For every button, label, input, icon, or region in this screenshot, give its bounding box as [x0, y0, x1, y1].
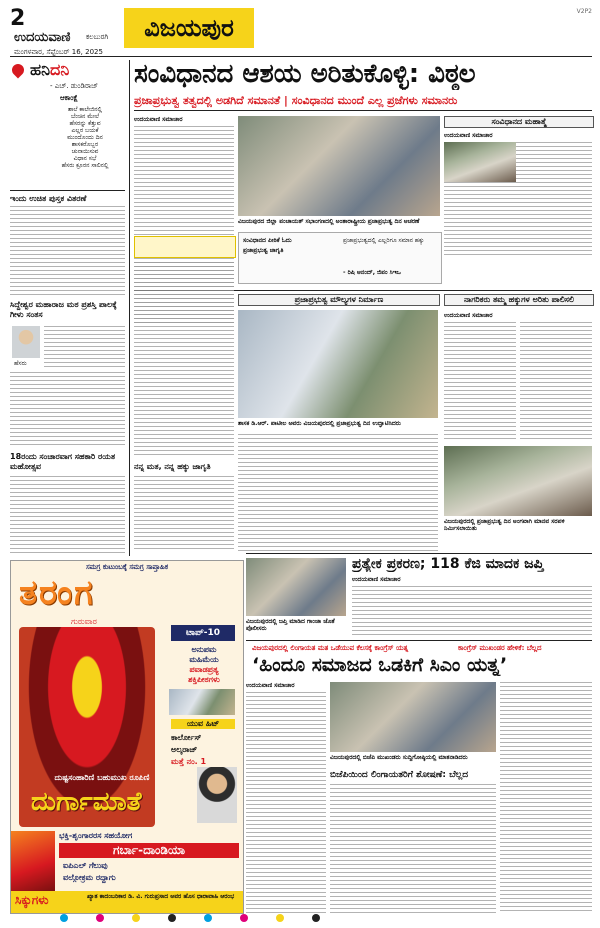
hanidani-title [30, 60, 69, 80]
main-divider [134, 110, 592, 111]
ganja-caption: ವಿಜಯಪುರದಲ್ಲಿ ಜಪ್ತಿ ಮಾಡಿದ ಗಾಂಜಾ ಜೊತೆ ಪೊಲೀಸರು [246, 618, 335, 632]
poem-line: ವಿಧಾನ ಸಭೆ [73, 155, 97, 162]
bottom-logo: ಸಿಕ್ಕುಗಳು [15, 893, 49, 907]
mid-left-body [134, 262, 234, 458]
boxed-head-2: ನಾಗರಿಕರು ತಮ್ಮ ಹಕ್ಕುಗಳ ಅರಿತು ಪಾಲಿಸಲಿ [444, 294, 594, 306]
highlight-quote-author: - ರಿಷಿ ಆನಂದ್, ಜಿಪಂ ಸಿಇಒ [343, 269, 401, 276]
right-top-photo [444, 142, 516, 182]
vote-body [134, 476, 234, 552]
person-photo-name: ಹೆಸರು [14, 360, 27, 367]
reg-dot [60, 914, 68, 922]
issue-line: ಮಹಿಮೆಯ [189, 655, 219, 664]
ad-top-line: ಸಮಗ್ರ ಕುಟುಂಬಕ್ಕೆ ಸಮಗ್ರ ಸಾಪ್ತಾಹಿಕ [85, 563, 169, 571]
dateline-1: ಉದಯವಾಣಿ ಸಮಾಚಾರ [134, 116, 183, 123]
poem-line: ಹೆಸರನ್ನು ಕೆತ್ತುವ [69, 120, 101, 127]
city-label: ಕಲಬುರಗಿ [86, 33, 109, 41]
hindu-body-right [500, 682, 592, 914]
left-story-2-body-a [44, 326, 125, 370]
tarang-ad [10, 560, 244, 914]
highlight-item: ಸಂವಿಧಾನದ ಪೀಠಿಕೆ ಓದು [243, 237, 292, 244]
dateline-2: ಉದಯವಾಣಿ ಸಮಾಚಾರ [444, 132, 493, 139]
left-story-3-body [10, 476, 125, 556]
note-box [134, 236, 236, 258]
hindu-divider [246, 640, 592, 641]
statue-photo [444, 446, 592, 516]
highlights-box [238, 232, 442, 284]
left-story-1-headline: ಇಂದು ಉಚಿತ ಪುಸ್ತಕ ವಿತರಣೆ [10, 194, 87, 203]
article-line-2: ವಲ್ಗೋಕ್ರಮ ರದ್ದಾಗು [63, 873, 116, 882]
festival-line: ಭಕ್ತಿ-ಶೃಂಗಾರರಸ ಸಹಯೋಗ [59, 831, 133, 840]
reg-dot [96, 914, 104, 922]
left-divider [10, 190, 125, 191]
issue-lines [169, 645, 239, 685]
hindu-caption: ವಿಜಯಪುರದಲ್ಲಿ ಬಿಜೆಪಿ ಮುಖಂಡರು ಸುದ್ದಿಗೋಷ್ಠಿಯಲ್ಲಿ ಮಾತನಾಡಿದರು [330, 754, 468, 761]
hanidani-author: - ಎಚ್. ಡುಂಡಿರಾಜ್ [50, 82, 99, 90]
page-code: V2P2 [576, 8, 592, 15]
date-line: ಮಂಗಳವಾರ, ಸೆಪ್ಟೆಂಬರ್ 16, 2025 [14, 48, 103, 56]
article-line: ಐಪಿಎಲ್ ಗೆಲುವು [63, 861, 108, 870]
reg-dot [240, 914, 248, 922]
mid-photo [238, 310, 438, 418]
main-body-col1 [134, 126, 234, 226]
lower-divider [246, 553, 592, 554]
hanidani-title-red: ದನಿ [49, 60, 70, 79]
durga-title: ದುರ್ಗಾಮಾತೆ [31, 787, 142, 817]
issue-line: ಅನುಪಮ [191, 645, 217, 654]
column-divider-vertical [129, 60, 130, 556]
hindu-body-mid [330, 784, 496, 914]
reg-dot [312, 914, 320, 922]
reg-dot [168, 914, 176, 922]
poem-line: ಶಾಸಕರೊಬ್ಬರ [71, 141, 99, 148]
section-title: ವಿಜಯಪುರ [124, 8, 254, 48]
ganja-headline: ಪ್ರತ್ಯೇಕ ಪ್ರಕರಣ; 118 ಕೆಜಿ ಮಾದಕ ಜಪ್ತಿ [352, 556, 544, 572]
dateline-5: ಉದಯವಾಣಿ ಸಮಾಚಾರ [246, 682, 295, 689]
boxed-head-1: ಪ್ರಜಾಪ್ರಭುತ್ವ ಮೌಲ್ಯಗಳ ನಿರ್ಮಾಣ [238, 294, 440, 306]
reg-dot [276, 914, 284, 922]
tag-sub-3: ಮತ್ತೆ ನಂ. 1 [171, 757, 207, 766]
poem-line: ಹೆಸರು ಕ್ರೂರನ ಸಾಲಿನಲ್ಲಿ [61, 162, 109, 169]
poem-lines [46, 106, 124, 169]
issue-line: ಪವಾಡಪ್ರತ್ಯ [189, 665, 219, 674]
bottom-text: ಖ್ಯಾತ ಕಾದಂಬರಿಕಾರ ಡಿ. ವಿ. ಗುರುಪ್ರಸಾದ ಅವರ ಹೊಸ ಧಾರಾವಾಹಿ ಆರಂಭ [87, 893, 235, 900]
statue-caption: ವಿಜಯಪುರದಲ್ಲಿ ಪ್ರಜಾಪ್ರಭುತ್ವ ದಿನ ಅಂಗವಾಗಿ ಮಾನವ ಸರಪಳಿ ನಿರ್ಮಿಸಲಾಯಿತು [444, 518, 565, 532]
hindu-body-left [246, 692, 326, 914]
ganja-photo [246, 558, 346, 616]
issue-line: ಶಕ್ತಿಪೀಠಗಳು [188, 675, 220, 684]
poem-line: ಬೆಂಚಿನ ಮೇಲೆ [70, 113, 100, 120]
main-headline: ಸಂವಿಧಾನದ ಆಶಯ ಅರಿತುಕೊಳ್ಳಿ: ವಿಠ್ಠಲ [134, 59, 476, 89]
poem-line: ಎಲ್ಲರ ಬಯಕೆ [71, 127, 99, 134]
boxed-head-3: ನನ್ನ ಮತ, ನನ್ನ ಹಕ್ಕು ಜಾಗೃತಿ [134, 462, 211, 471]
hindu-headline: ‘ಹಿಂದೂ ಸಮಾಜದ ಒಡಕಿಗೆ ಸಿಎಂ ಯತ್ನ’ [252, 654, 508, 676]
poem-line: ಶಾಲೆ ಕಾಲೇಜಿನಲ್ಲಿ [67, 106, 103, 113]
main-photo-caption: ವಿಜಯಪುರದ ಜಿಲ್ಲಾ ಪಂಚಾಯತ್ ಸಭಾಂಗಣದಲ್ಲಿ ಅಂತಾರಾಷ್ಟ್ರೀಯ ಪ್ರಜಾಪ್ರಭುತ್ವ ದಿನ ಆಚರಣೆ [238, 218, 420, 225]
reg-dot [132, 914, 140, 922]
masthead [10, 8, 592, 56]
main-photo [238, 116, 440, 216]
player-photo [197, 767, 237, 823]
dateline-3: ಉದಯವಾಣಿ ಸಮಾಚಾರ [444, 312, 493, 319]
ganja-body [352, 586, 592, 636]
right-mid-body-a [444, 322, 516, 442]
brand-tag: ಯುವ ಹಿಟ್ [171, 719, 235, 729]
tag-sub-1: ಕಾರ್ಲೋಸ್ [171, 733, 202, 742]
drop-icon [10, 62, 27, 79]
highlight-quote: ಪ್ರಜಾಪ್ರಭುತ್ವದಲ್ಲಿ ಎಲ್ಲರಿಗೂ ಸಮಾನ ಹಕ್ಕು [343, 237, 425, 244]
mid-body-under-photo [238, 434, 438, 552]
hindu-kicker-left: ವಿಜಯಪುರದಲ್ಲಿ ಲಿಂಗಾಯತ ಮತ ಒಡೆಯುವ ಕೆಲಸಕ್ಕೆ ಕಾಂಗ್ರೆಸ್ ಯತ್ನ [252, 644, 409, 652]
poem-title: ಆಕಾಂಕ್ಷೆ [60, 94, 78, 102]
paper-name: ಉದಯವಾಣಿ [14, 30, 71, 45]
tag-sub-2: ಅಲ್ಕರಾಜ್ [171, 745, 198, 754]
left-story-1-body [10, 206, 125, 296]
constitution-box-head: ಸಂವಿಧಾನದ ಮಹಾತ್ಮೆ [444, 116, 594, 128]
hindu-subhead: ಬಿಜೆಪಿಯಿಂದ ಲಿಂಗಾಯತರಿಗೆ ಶೋಷಣೆ: ಬೆಲ್ಲದ [330, 770, 469, 780]
hindu-photo [330, 682, 496, 752]
hanidani-title-black: ಹನಿ [30, 60, 50, 79]
highlight-item: ಪ್ರಜಾಪ್ರಭುತ್ವ ಜಾಗೃತಿ [243, 247, 284, 254]
reg-dot [204, 914, 212, 922]
poem-line: ಚುನಾಯಿಸುವ [71, 148, 99, 155]
left-story-2-body-b [10, 372, 125, 448]
dateline-4: ಉದಯವಾಣಿ ಸಮಾಚಾರ [352, 576, 401, 583]
page-number: 2 [10, 6, 26, 31]
left-story-3-headline: 18ರಂದು ಸಂಚಾರವಾಗ ಸಹಕಾರಿ ರಯತ ಮಹೋತ್ಸವ [10, 452, 116, 471]
ad-weekday: ಗುರುವಾರ [71, 617, 97, 626]
right-mid-body-b [520, 322, 592, 442]
goddess-line: ದುಷ್ಟಸಂಹಾರಿಣಿ ಬಹುಮುಖ ರೂಪಿಣಿ [54, 773, 150, 782]
festival-title: ಗರ್ಬಾ-ದಾಂಡಿಯಾ [59, 843, 239, 858]
main-subhead: ಪ್ರಜಾಪ್ರಭುತ್ವ ತತ್ವದಲ್ಲಿ ಅಡಗಿದೆ ಸಮಾನತೆ | ಸಂವಿಧಾನದ ಮುಂದೆ ಎಲ್ಲ ಪ್ರಜೆಗಳು ಸಮಾನರು [134, 94, 458, 107]
hindu-kicker-right: ಕಾಂಗ್ರೆಸ್ ಮುಖಂಡರ ಹೇಳಿಕೆ: ಬೆಲ್ಲದ [458, 644, 542, 652]
left-story-2-headline: ಸಿದ್ದೇಶ್ವರ ಮಹಾರಾಜ ಮಠ ಪ್ರಶಸ್ತಿ ಪಾಲಕ್ಕೆ ಗೀಳು ಸಂತಸ [10, 300, 117, 319]
poem-line: ಮುಂದೊಂದು ದಿನ [67, 134, 103, 141]
masthead-divider [10, 56, 592, 57]
tarang-logo: ತರಂಗ [19, 573, 95, 613]
temple-thumb [169, 689, 235, 715]
person-photo [12, 326, 40, 358]
hanidani-box [10, 60, 125, 188]
issue-label: ಟಾಪ್-10 [171, 625, 235, 641]
dancer-image [11, 831, 55, 891]
registration-marks [60, 914, 560, 922]
mid-caption: ಶಾಸಕ ಡಿ.ಆರ್. ಪಾಟೀಲ ಅವರು ವಿಜಯಪುರದಲ್ಲಿ ಪ್ರಜಾಪ್ರಭುತ್ವ ದಿನ ಉದ್ಘಾಟಿಸಿದರು [238, 420, 401, 427]
